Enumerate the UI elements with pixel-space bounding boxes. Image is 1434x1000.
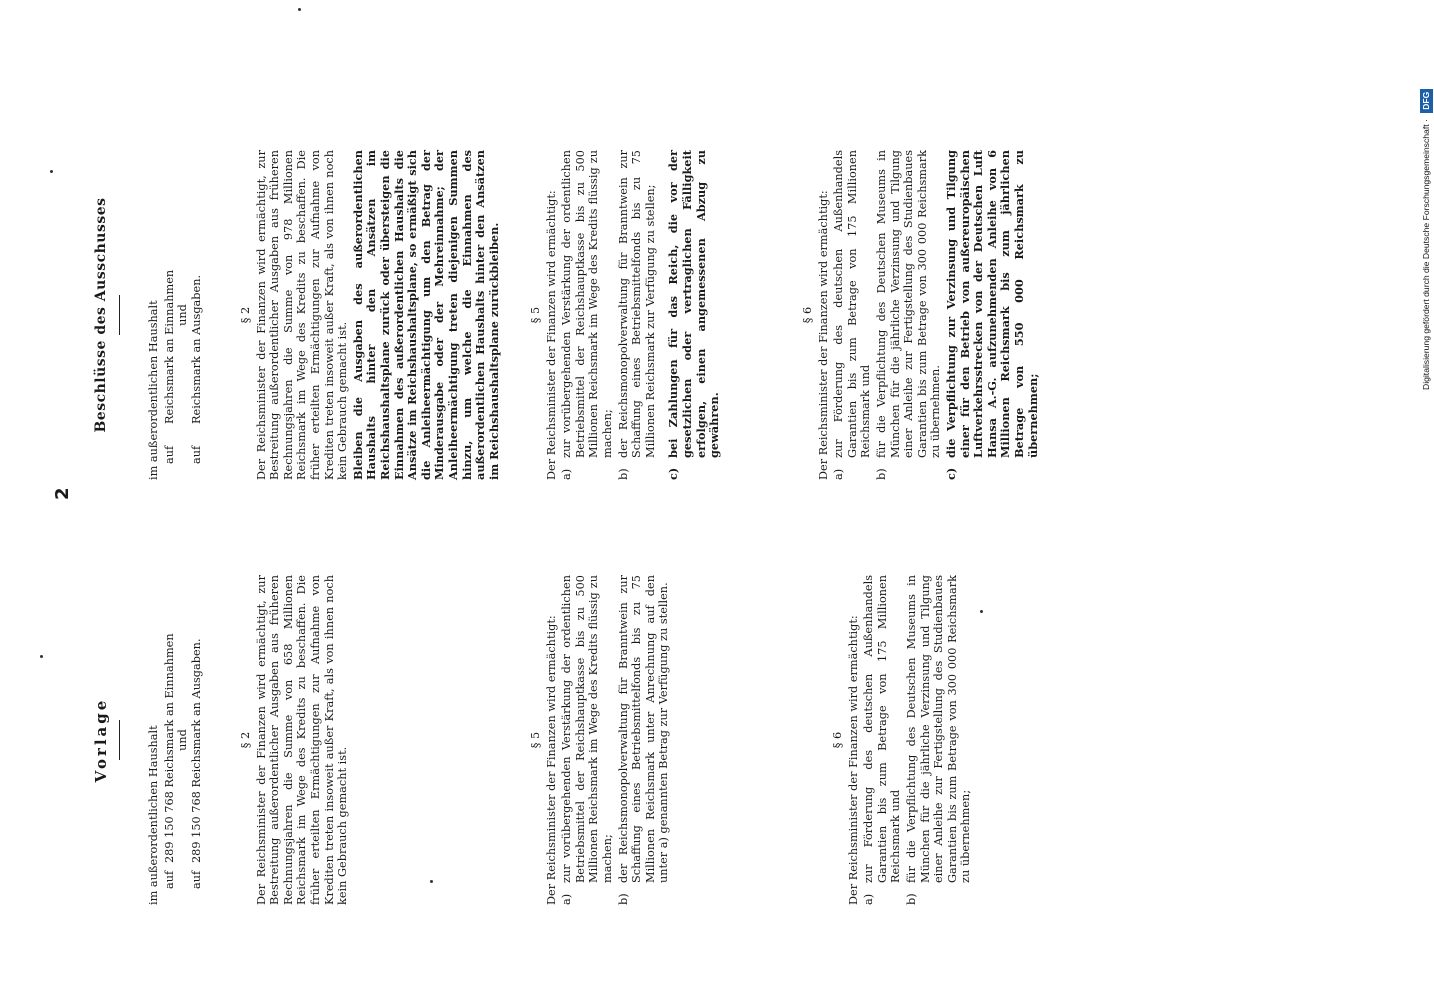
stamp-text: Digitalisierung gefördert durch die Deutsche Forschungsgemeinschaft · <box>1421 119 1431 390</box>
scan-speck <box>50 170 53 173</box>
section-title: § 6 <box>801 306 814 324</box>
digitization-stamp <box>1418 10 1434 390</box>
amount-prefix: auf <box>189 870 203 889</box>
item-label: b) <box>616 893 630 905</box>
item-label: a) <box>560 893 574 905</box>
item-label: c) <box>666 467 681 480</box>
list-item <box>617 150 658 480</box>
conjunction: und <box>176 304 190 326</box>
item-text: zur Förderung des deutschen Außenhandels Garantien bis zum Betrage von 175 Millionen Reichsmark und <box>862 575 903 883</box>
amount-text: 289 150 768 Reichsmark an Ausgaben. <box>189 638 203 863</box>
amount-row <box>190 575 204 905</box>
list-item <box>905 575 973 905</box>
intro-text: im außerordentlichen Haushalt <box>147 300 160 480</box>
section-title: § 6 <box>831 731 844 749</box>
list-item <box>862 575 903 905</box>
section-intro-text: Der Reichsminister der Finanzen wird ermächtigt: <box>816 190 830 480</box>
item-label: b) <box>904 893 918 905</box>
amount-text: 289 150 768 Reichsmark an Einnahmen <box>162 633 176 863</box>
item-label: b) <box>874 468 888 480</box>
column-beschluesse <box>93 150 1040 480</box>
item-text: für die Verpflichtung des Deutschen Museums in München für die jährliche Verzinsung und Tilgung einer Anleihe zur Fertigstellung des Studienbaues Garantien bis zum Betrage von 300 000 Reichsmark zu übernehmen; <box>904 575 973 883</box>
amount-row <box>163 150 177 480</box>
item-text: die Verpflichtung zur Verzinsung und Tilgung einer für den Betrieb von außereuropäischen Luftverkehrsstrecken von der Deutschen Luft Hansa A.-G. aufzunehmenden Anleihe von 6 Millionen Reichsmark bis zum jährlichen Betrage von 550 000 Reichsmark zu übernehmen; <box>943 150 1040 458</box>
amount-row <box>190 150 204 480</box>
list-item <box>617 575 671 905</box>
column-heading: Vorlage <box>92 697 110 783</box>
dfg-logo-icon: DFG <box>1420 89 1433 113</box>
item-text: zur Förderung des deutschen Außenhandels Garantien bis zum Betrage von 175 Millionen Reichsmark und <box>832 150 873 458</box>
section-title: § 2 <box>239 731 252 749</box>
item-text: für die Verpflichtung des Deutschen Museums in München für die jährliche Verzinsung und Tilgung einer Anleihe zur Fertigstellung des Studienbaues Garantien bis zum Betrage von 300 000 Reichsmark zu übernehmen. <box>874 150 943 458</box>
list-item <box>560 150 614 480</box>
section-intro-text: Der Reichsminister der Finanzen wird ermächtigt: <box>544 190 558 480</box>
section-intro-text: Der Reichsminister der Finanzen wird ermächtigt: <box>544 615 558 905</box>
section-intro <box>147 575 203 905</box>
intro-text: im außerordentlichen Haushalt <box>147 725 160 905</box>
item-label: a) <box>832 468 846 480</box>
amount-row <box>163 575 177 905</box>
item-label: c) <box>943 467 958 480</box>
column-heading: Beschlüsse des Ausschusses <box>93 197 109 433</box>
section-title: § 5 <box>529 731 542 749</box>
scan-speck <box>298 8 301 11</box>
section-title: § 5 <box>529 306 542 324</box>
amount-prefix: auf <box>189 445 203 464</box>
heading-rule <box>119 720 120 760</box>
page-number: 2 <box>52 487 73 500</box>
item-text: bei Zahlungen für das Reich, die vor der gesetzlichen oder vertraglichen Fälligkeit erfolgen, einen angemessenen Abzug zu gewähren. <box>666 150 722 458</box>
section-intro-text: Der Reichsminister der Finanzen wird ermächtigt: <box>846 615 860 905</box>
section-5 <box>523 150 724 480</box>
list-item <box>832 150 873 480</box>
column-vorlage <box>92 575 973 905</box>
list-item <box>667 150 721 480</box>
list-item <box>875 150 943 480</box>
item-text: zur vorübergehenden Verstärkung der ordentlichen Betriebsmittel der Reichshauptkasse bis zu 500 Millionen Reichsmark im Wege des Kredits flüssig zu machen; <box>560 150 614 458</box>
amount-text: Reichsmark an Einnahmen <box>162 269 176 424</box>
scan-speck <box>430 880 433 883</box>
amount-text: Reichsmark an Ausgaben. <box>189 274 203 424</box>
section-title: § 2 <box>239 306 252 324</box>
section-text: Der Reichsminister der Finanzen wird ermächtigt, zur Bestreitung außerordentlicher Ausgaben aus früheren Rechnungsjahren die Summe von 978 Millionen Reichsmark im Wege des Kredits zu beschaffen. Die früher erteilten Ermächtigungen zur Aufnahme von Krediten treten insoweit außer Kraft, als von ihnen noch kein Gebrauch gemacht ist. <box>254 150 350 480</box>
section-6 <box>825 575 975 905</box>
scan-speck <box>980 610 983 613</box>
section-2 <box>233 575 352 905</box>
section-6 <box>795 150 1042 480</box>
item-text: der Reichsmonopolverwaltung für Branntwein zur Schaffung eines Betriebsmittelfonds bis zu 75 Millionen Reichsmark zur Verfügung zu stellen; <box>616 150 657 458</box>
heading-rule <box>119 295 120 335</box>
list-item <box>945 150 1040 480</box>
scan-speck <box>40 655 43 658</box>
item-text: zur vorübergehenden Verstärkung der ordentlichen Betriebsmittel der Reichshauptkasse bis zu 500 Millionen Reichsmark im Wege des Kredits flüssig zu machen; <box>560 575 614 883</box>
section-text: Der Reichsminister der Finanzen wird ermächtigt, zur Bestreitung außerordentlicher Ausgaben aus früheren Rechnungsjahren die Summe von 658 Millionen Reichsmark im Wege des Kredits zu beschaffen. Die früher erteilten Ermächtigungen zur Aufnahme von Krediten treten insoweit außer Kraft, als von ihnen noch kein Gebrauch gemacht ist. <box>254 575 350 905</box>
list-item <box>560 575 614 905</box>
section-2 <box>233 150 503 480</box>
item-text: der Reichsmonopolverwaltung für Branntwein zur Schaffung eines Betriebsmittelfonds bis zu 75 Millionen Reichsmark unter Anrechnung auf den unter a) genannten Betrag zur Verfügung zu stellen. <box>616 575 671 883</box>
stamp-line <box>1418 10 1434 390</box>
item-label: b) <box>616 468 630 480</box>
item-label: a) <box>862 893 876 905</box>
section-text-bold: Bleiben die Ausgaben des außerordentlichen Haushalts hinter den Ansätzen im Reichshaushaltsplane zurück oder übersteigen die Einnahmen des außerordentlichen Haushalts die Ansätze im Reichshaushaltsplane, so ermäßigt sich die Anleiheermächtigung um den Betrag der Minderausgabe oder der Mehreinnahme; der Anleiheermächtigung treten diejenigen Summen hinzu, um welche die Einnahmen des außerordentlichen Haushalts hinter den Ansätzen im Reichshaushaltsplane zurückbleiben. <box>350 150 501 480</box>
section-intro <box>147 150 203 480</box>
section-5 <box>523 575 673 905</box>
amount-prefix: auf <box>162 870 176 889</box>
conjunction: und <box>176 729 190 751</box>
amount-prefix: auf <box>162 445 176 464</box>
item-label: a) <box>560 468 574 480</box>
